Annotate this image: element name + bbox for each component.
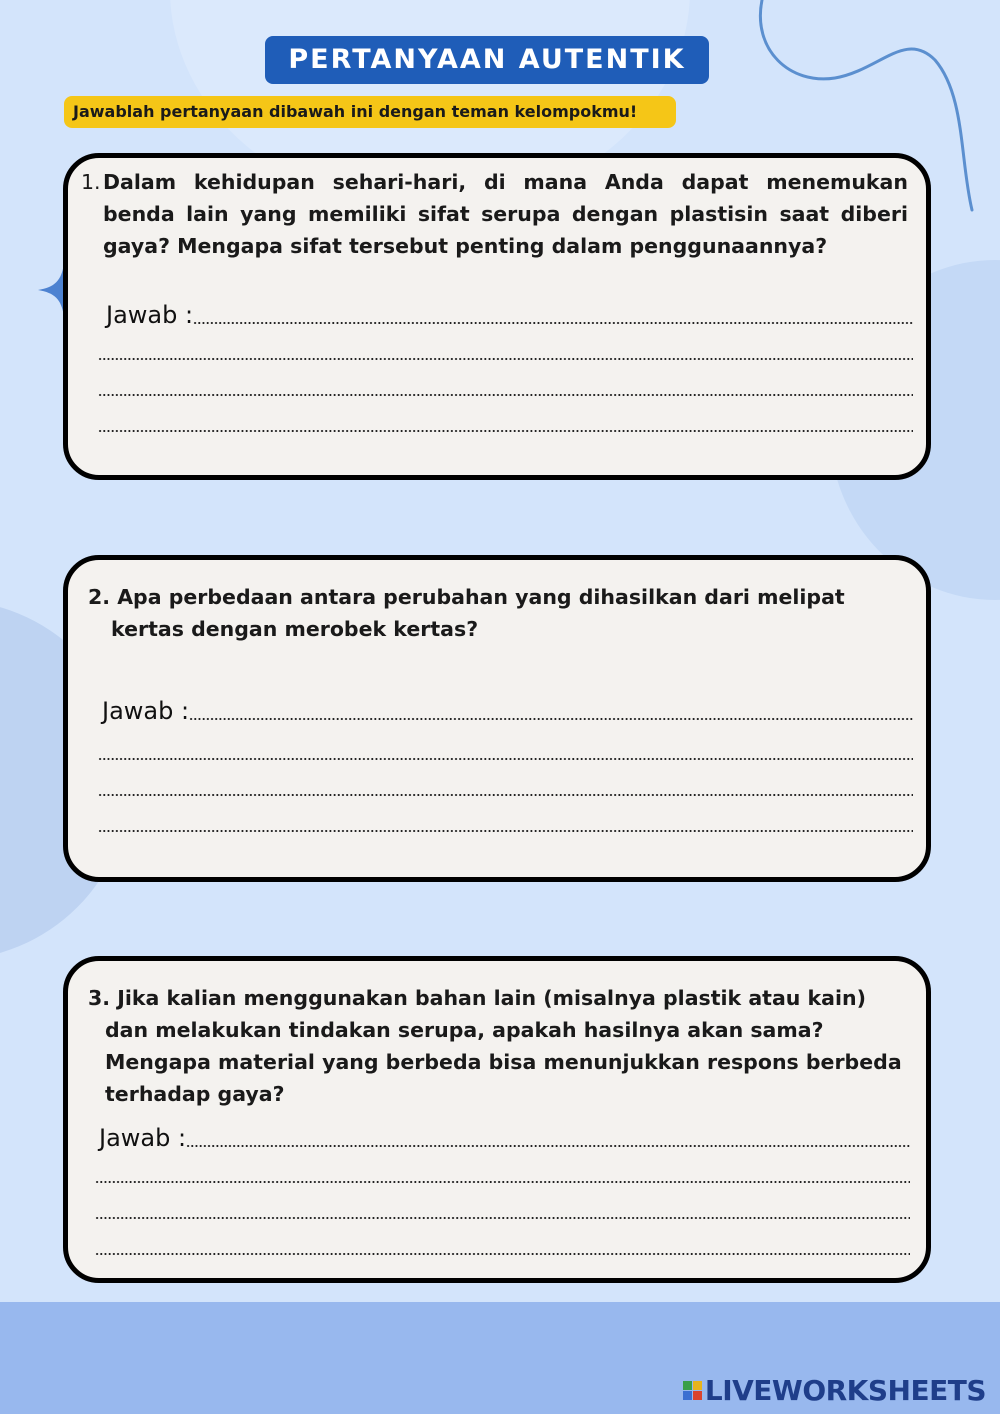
dotted-line [193, 322, 913, 324]
answer-area-1[interactable] [98, 293, 913, 437]
dotted-line [98, 430, 913, 432]
dotted-line [95, 1217, 910, 1219]
question-card-2 [63, 555, 931, 882]
page-title: PERTANYAAN AUTENTIK [265, 36, 709, 84]
answer-line[interactable] [98, 401, 913, 437]
dotted-line [95, 1181, 910, 1183]
question-text: 3. Jika kalian menggunakan bahan lain (misalnya plastik atau kain) dan melakukan tindakan serupa, apakah hasilnya akan sama? Mengapa material yang berbeda bisa menunjukkan respons berbeda terhadap gaya? [88, 986, 902, 1106]
question-text: 2. Apa perbedaan antara perubahan yang dihasilkan dari melipat kertas dengan merobek kertas? [88, 585, 845, 641]
answer-line[interactable] [95, 1116, 910, 1152]
answer-line[interactable] [98, 293, 913, 329]
dotted-line [95, 1253, 910, 1255]
answer-label: Jawab : [106, 301, 194, 329]
answer-line[interactable] [95, 1224, 910, 1260]
answer-line[interactable] [98, 365, 913, 401]
instruction-banner: Jawablah pertanyaan dibawah ini dengan teman kelompokmu! [64, 96, 676, 128]
answer-line[interactable] [95, 1152, 910, 1188]
brand-text: LIVEWORKSHEETS [704, 1373, 986, 1407]
answer-line[interactable] [98, 689, 913, 725]
question-number: 1. [81, 170, 101, 194]
answer-line[interactable] [98, 329, 913, 365]
question-text: Dalam kehidupan sehari-hari, di mana Anda dapat menemukan benda lain yang memiliki sifat serupa dengan plastisin saat diberi gaya? Mengapa sifat tersebut penting dalam penggunaannya? [103, 170, 908, 258]
dotted-line [98, 394, 913, 396]
answer-line[interactable] [98, 765, 913, 801]
answer-label: Jawab : [102, 697, 190, 725]
answer-line[interactable] [98, 725, 913, 765]
dotted-line [189, 718, 913, 720]
answer-label: Jawab : [99, 1124, 187, 1152]
dotted-line [98, 794, 913, 796]
dotted-line [98, 358, 913, 360]
question-card-3 [63, 956, 931, 1283]
answer-area-3[interactable] [95, 1116, 910, 1260]
liveworksheets-brand[interactable] [683, 1373, 986, 1407]
question-1 [81, 166, 908, 262]
liveworksheets-logo-icon [683, 1381, 702, 1400]
dotted-line [98, 758, 913, 760]
answer-line[interactable] [98, 801, 913, 837]
question-2 [88, 581, 913, 645]
answer-line[interactable] [95, 1188, 910, 1224]
question-card-1 [63, 153, 931, 480]
dotted-line [186, 1145, 910, 1147]
answer-area-2[interactable] [98, 689, 913, 837]
dotted-line [98, 830, 913, 832]
question-3 [88, 982, 913, 1110]
